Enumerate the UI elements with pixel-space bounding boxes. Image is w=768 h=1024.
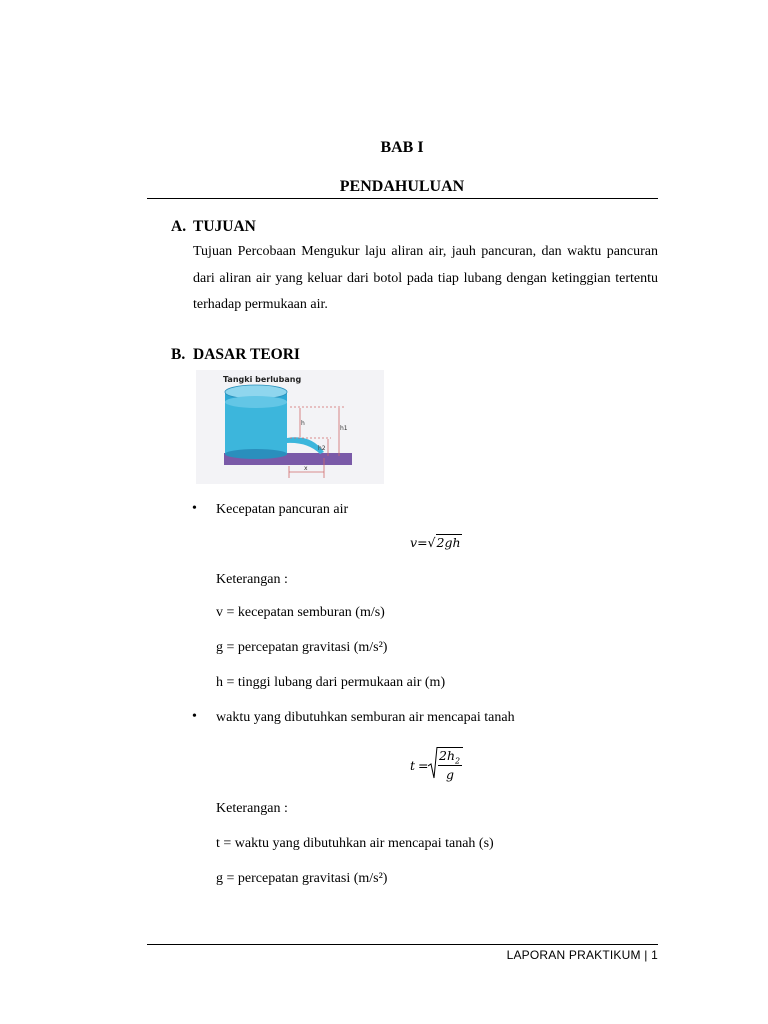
keterangan-1-item: v = kecepatan semburan (m/s) xyxy=(216,605,385,620)
footer-label: LAPORAN PRAKTIKUM xyxy=(506,948,641,962)
time-equals: = xyxy=(418,758,429,773)
time-numerator: $2h_2$ xyxy=(439,748,461,766)
sqrt-symbol: √ xyxy=(427,535,436,550)
time-denominator: g xyxy=(446,767,455,782)
section-a-letter: A. xyxy=(171,218,187,235)
time-lhs: t xyxy=(410,758,416,773)
keterangan-2-item: t = waktu yang dibutuhkan air mencapai tanah (s) xyxy=(216,836,494,851)
page-number: 1 xyxy=(651,948,658,962)
tank-water xyxy=(225,402,287,454)
section-a-paragraph: Tujuan Percobaan Mengukur laju aliran air, jauh pancuran, dan waktu pancuran dari aliran air yang keluar dari botol pada tiap lubang dengan ketinggian tertentu terhadap permukaan air. xyxy=(193,244,658,312)
velocity-formula xyxy=(410,535,462,550)
tank-bottom xyxy=(225,449,287,459)
velocity-radicand: 2gh xyxy=(436,535,461,550)
bullet-2-text: waktu yang dibutuhkan semburan air mencapai tanah xyxy=(216,710,515,725)
section-b-letter: B. xyxy=(171,346,186,363)
velocity-equals: = xyxy=(417,535,428,550)
time-formula xyxy=(410,746,480,786)
keterangan-1-item: g = percepatan gravitasi (m/s²) xyxy=(216,640,388,655)
keterangan-2-label: Keterangan : xyxy=(216,801,288,816)
diagram-caption: Tangki berlubang xyxy=(223,375,302,384)
label-h2: h2 xyxy=(318,445,326,452)
keterangan-1-label: Keterangan : xyxy=(216,572,288,587)
section-b-title: DASAR TEORI xyxy=(193,346,300,363)
sqrt-symbol xyxy=(428,746,438,780)
section-b-heading xyxy=(171,346,300,364)
label-h: h xyxy=(301,420,305,427)
footer-divider xyxy=(147,944,658,945)
label-x: x xyxy=(304,465,308,472)
tank-diagram xyxy=(196,370,384,484)
velocity-lhs: v xyxy=(410,535,418,550)
keterangan-2-item: g = percepatan gravitasi (m/s²) xyxy=(216,871,388,886)
bullet-1-text: Kecepatan pancuran air xyxy=(216,502,349,517)
diagram-background xyxy=(196,370,384,484)
chapter-number: BAB I xyxy=(380,139,424,156)
keterangan-1-item: h = tinggi lubang dari permukaan air (m) xyxy=(216,675,446,690)
bullet-1-dot: • xyxy=(192,501,197,516)
header-divider xyxy=(147,198,658,199)
section-a-heading xyxy=(171,218,256,236)
label-h1: h1 xyxy=(340,425,348,432)
footer-separator: | xyxy=(644,948,648,962)
bullet-2-dot: • xyxy=(192,709,197,724)
water-surface xyxy=(225,396,287,408)
section-a-title: TUJUAN xyxy=(193,218,256,235)
chapter-title: PENDAHULUAN xyxy=(339,178,465,195)
fraction-bar xyxy=(438,765,462,766)
page-footer xyxy=(507,948,658,962)
